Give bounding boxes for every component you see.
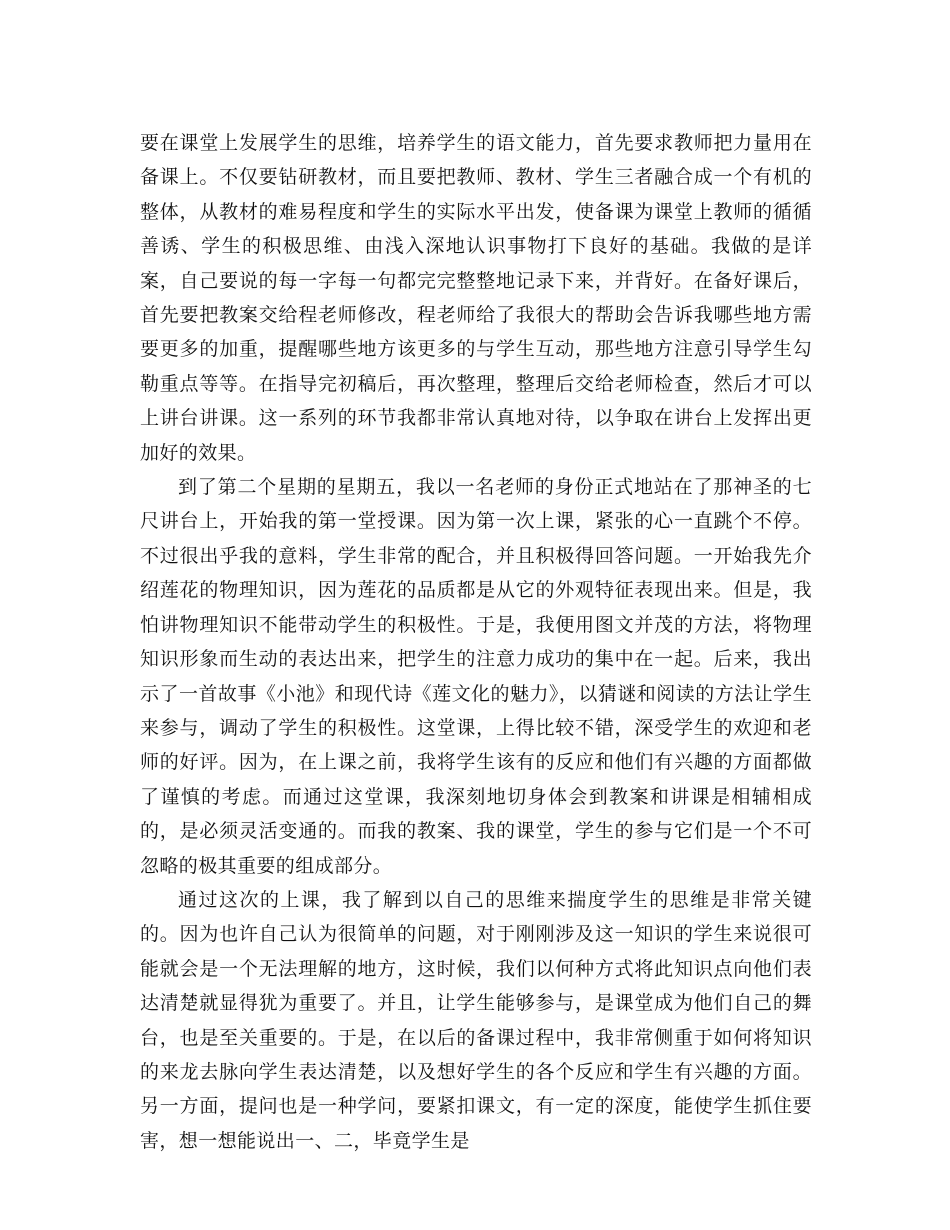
body-text <box>140 126 812 1158</box>
paragraph-lesson-preparation: 要在课堂上发展学生的思维，培养学生的语文能力，首先要求教师把力量用在备课上。不仅要钻研教材，而且要把教师、教材、学生三者融合成一个有机的整体，从教材的难易程度和学生的实际水平出发，使备课为课堂上教师的循循善诱、学生的积极思维、由浅入深地认识事物打下良好的基础。我做的是详案，自己要说的每一字每一句都完完整整地记录下来，并背好。在备好课后，首先要把教案交给程老师修改，程老师给了我很大的帮助会告诉我哪些地方需要更多的加重，提醒哪些地方该更多的与学生互动，那些地方注意引导学生勾勒重点等等。在指导完初稿后，再次整理，整理后交给老师检查，然后才可以上讲台讲课。这一系列的环节我都非常认真地对待，以争取在讲台上发挥出更加好的效果。 <box>140 132 812 464</box>
paragraph-student-thinking: 通过这次的上课，我了解到以自己的思维来揣度学生的思维是非常关键的。因为也许自己认为很简单的问题，对于刚刚涉及这一知识的学生来说很可能就会是一个无法理解的地方，这时候，我们以何种方式将此知识点向他们表达清楚就显得犹为重要了。并且，让学生能够参与，是课堂成为他们自己的舞台，也是至关重要的。于是，在以后的备课过程中，我非常侧重于如何将知识的来龙去脉向学生表达清楚，以及想好学生的各个反应和学生有兴趣的方面。另一方面，提问也是一种学问，要紧扣课文，有一定的深度，能使学生抓住要害，想一想能说出一、二，毕竟学生是 <box>140 888 812 1152</box>
paragraph-first-lesson: 到了第二个星期的星期五，我以一名老师的身份正式地站在了那神圣的七尺讲台上，开始我的第一堂授课。因为第一次上课，紧张的心一直跳个不停。不过很出乎我的意料，学生非常的配合，并且积极得回答问题。一开始我先介绍莲花的物理知识，因为莲花的品质都是从它的外观特征表现出来。但是，我怕讲物理知识不能带动学生的积极性。于是，我便用图文并茂的方法，将物理知识形象而生动的表达出来，把学生的注意力成功的集中在一起。后来，我出示了一首故事《小池》和现代诗《莲文化的魅力》，以猜谜和阅读的方法让学生来参与，调动了学生的积极性。这堂课，上得比较不错，深受学生的欢迎和老师的好评。因为，在上课之前，我将学生该有的反应和他们有兴趣的方面都做了谨慎的考虑。而通过这堂课，我深刻地切身体会到教案和讲课是相辅相成的，是必须灵活变通的。而我的教案、我的课堂，学生的参与它们是一个不可忽略的极其重要的组成部分。 <box>140 476 812 877</box>
